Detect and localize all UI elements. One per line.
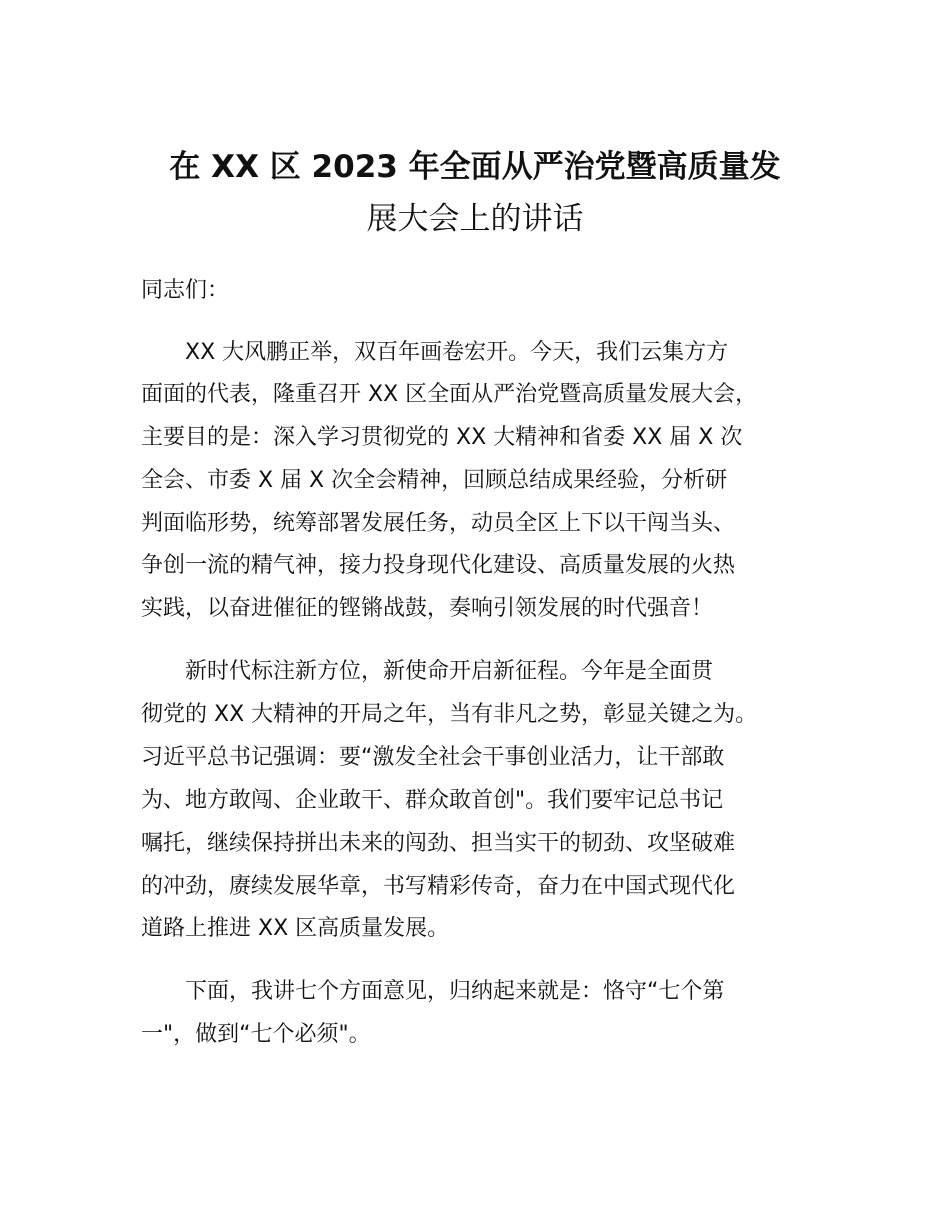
document-title-line-1: 在 XX 区 2023 年全面从严治党暨高质量发 (169, 149, 781, 185)
paragraph-2-line-7: 道路上推进 XX 区高质量发展。 (141, 916, 450, 941)
salutation: 同志们： (141, 278, 230, 303)
paragraph-2-line-3: 习近平总书记强调：要“激发全社会干事创业活力，让干部敢 (141, 745, 725, 770)
paragraph-1-line-2: 面面的代表，隆重召开 XX 区全面从严治党暨高质量发展大会， (141, 382, 758, 407)
paragraph-1-line-7: 实践，以奋进催征的铿锵战鼓，奏响引领发展的时代强音！ (141, 596, 714, 621)
paragraph-2-line-2: 彻党的 XX 大精神的开局之年，当有非凡之势，彰显关键之为。 (141, 702, 758, 727)
paragraph-2-line-1: 新时代标注新方位，新使命开启新征程。今年是全面贯 (141, 659, 714, 684)
paragraph-3-line-1: 下面，我讲七个方面意见，归纳起来就是：恪守“七个第 (141, 979, 725, 1004)
paragraph-3-line-2: 一"，做到“七个必须"。 (141, 1022, 371, 1047)
paragraph-1-line-6: 争创一流的精气神，接力投身现代化建设、高质量发展的火热 (141, 553, 736, 578)
paragraph-1-line-1: XX 大风鹏正举，双百年画卷宏开。今天，我们云集方方 (141, 340, 729, 365)
paragraph-1-line-4: 全会、市委 X 届 X 次全会精神，回顾总结成果经验，分析研 (141, 468, 728, 493)
paragraph-1-line-5: 判面临形势，统筹部署发展任务，动员全区上下以干闯当头、 (141, 511, 736, 536)
paragraph-1-line-3: 主要目的是：深入学习贯彻党的 XX 大精神和省委 XX 届 X 次 (141, 425, 743, 450)
paragraph-2-line-6: 的冲劲，赓续发展华章，书写精彩传奇，奋力在中国式现代化 (141, 874, 736, 899)
document-title-line-2: 展大会上的讲话 (366, 201, 584, 237)
paragraph-2-line-5: 嘱托，继续保持拼出未来的闯劲、担当实干的韧劲、攻坚破难 (141, 831, 736, 856)
paragraph-2-line-4: 为、地方敢闯、企业敢干、群众敢首创"。我们要牢记总书记 (141, 788, 724, 813)
